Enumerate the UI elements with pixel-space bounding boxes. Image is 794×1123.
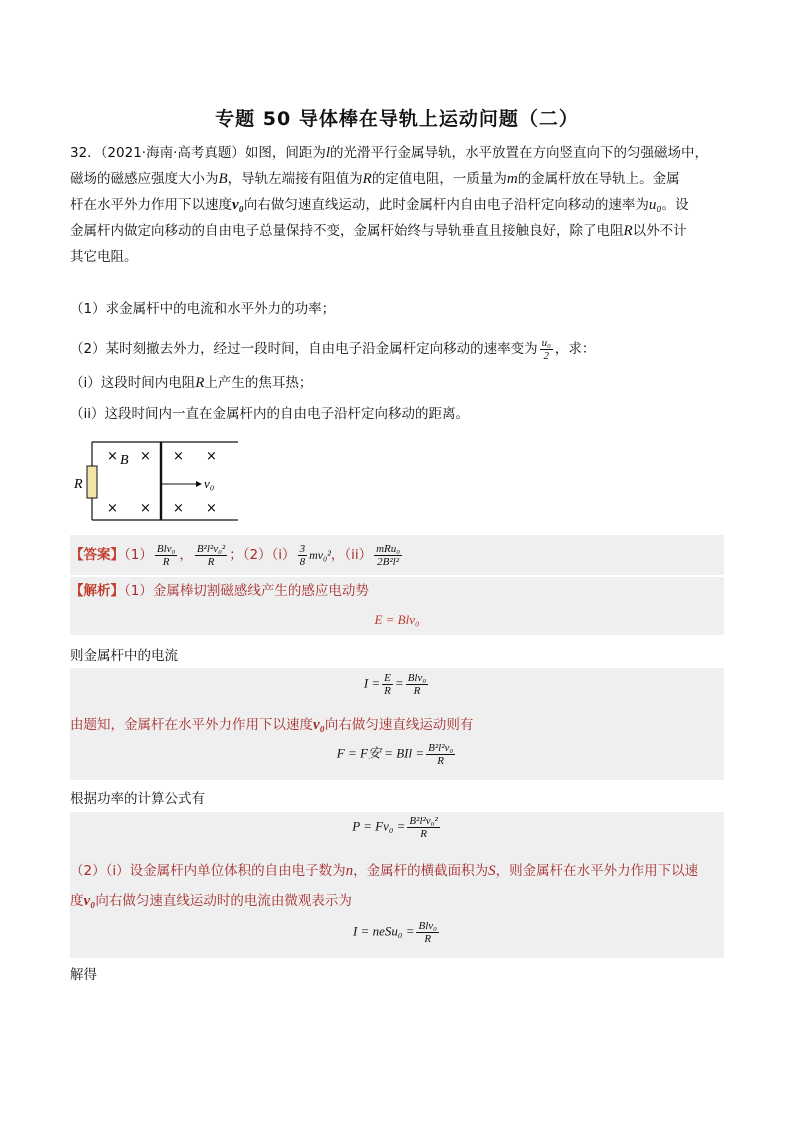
symbol-v0: v₀ (83, 893, 96, 909)
fraction (382, 672, 393, 697)
text: 杆在水平外力作用下以速度 (70, 197, 232, 213)
denominator: 2 (543, 349, 549, 362)
cross-mark: × (206, 501, 217, 516)
text: （1）金属棒切割磁感线产生的感应电动势 (124, 583, 369, 599)
circuit-figure (70, 438, 250, 528)
question-source: 32．（2021·海南·高考真题）如图，间距为 (70, 145, 326, 161)
symbol-u0: u₀ (648, 197, 662, 213)
fraction (426, 742, 455, 767)
analysis-line-7: 解得 (70, 967, 97, 983)
analysis-line-6 (70, 890, 352, 912)
question-line-4 (70, 218, 730, 244)
page-title: 专题 50 导体棒在导轨上运动问题（二） (215, 108, 579, 130)
analysis-line-1 (70, 580, 369, 602)
text: 向右做匀速直线运动时的电流由微观表示为 (95, 893, 352, 909)
label-v0: v₀ (204, 476, 215, 491)
text: ， (179, 547, 193, 563)
symbol-R: R (195, 375, 205, 391)
text: F = F安 = BIl = (336, 745, 425, 761)
text: 由题知，金属杆在水平外力作用下以速度 (70, 717, 313, 733)
numerator: Blv₀ (418, 920, 437, 932)
question-line-1 (70, 140, 730, 166)
question-part-2 (70, 334, 595, 364)
text: = (394, 675, 404, 691)
text: 的定值电阻，一质量为 (371, 171, 507, 187)
answer-fraction-4 (374, 543, 402, 568)
cross-mark: × (173, 501, 184, 516)
velocity-arrow (162, 481, 202, 487)
text: （2）（i）设金属杆内单位体积的自由电子数为 (70, 863, 346, 879)
text: 向右做匀速直线运动则有 (324, 717, 474, 733)
text: （2）某时刻撤去外力，经过一段时间，自由电子沿金属杆定向移动的速率变为 (70, 341, 538, 357)
symbol-l: l (325, 145, 331, 161)
denominator: R (384, 685, 391, 697)
symbol-n: n (345, 863, 354, 879)
resistor (87, 466, 97, 498)
analysis-line-5 (70, 860, 698, 882)
analysis-line-3 (70, 714, 473, 736)
cross-mark: × (107, 449, 118, 464)
text: （i）这段时间内电阻 (70, 375, 196, 391)
text: I = neSu₀ = (353, 923, 415, 939)
question-line-2 (70, 166, 730, 192)
equation-power (70, 815, 724, 840)
equation-current (70, 672, 724, 697)
question-line-5 (70, 244, 730, 270)
cross-mark: × (206, 449, 217, 464)
numerator: B²l²v₀ (428, 742, 454, 754)
text: 向右做匀速直线运动，此时金属杆内自由电子沿杆定向移动的速率为 (243, 197, 649, 213)
numerator: Blv₀ (407, 672, 427, 684)
text: 其它电阻。 (70, 249, 138, 265)
text: ，导轨左端接有阻值为 (227, 171, 363, 187)
question-line-3 (70, 192, 730, 218)
text: I = (363, 675, 381, 691)
denominator: R (413, 685, 421, 697)
denominator: 2B²l² (377, 555, 400, 568)
text: 的金属杆放在导轨上。金属 (517, 171, 680, 187)
numerator: u₀ (541, 336, 551, 349)
cross-mark: × (140, 501, 151, 516)
text: 金属杆内做定向移动的自由电子总量保持不变，金属杆始终与导轨垂直且接触良好，除了电阻 (70, 223, 624, 239)
denominator: R (162, 555, 170, 568)
symbol-R: R (362, 171, 372, 187)
symbol-R: R (623, 223, 633, 239)
numerator: mRu₀ (376, 542, 401, 555)
numerator: B²l²v₀² (196, 542, 226, 555)
denominator: R (420, 828, 427, 840)
fraction (406, 672, 428, 697)
answer-fraction-3 (298, 543, 308, 568)
fraction-u0-over-2 (540, 337, 553, 362)
denominator: R (207, 555, 215, 568)
text: （1） (124, 547, 153, 563)
answer-line (70, 540, 404, 570)
fraction (416, 920, 438, 945)
text: ，则金属杆在水平外力作用下以速 (495, 863, 699, 879)
text: ，求： (554, 341, 596, 357)
numerator: 3 (299, 542, 306, 555)
text: 以外不计 (632, 223, 687, 239)
numerator: E (384, 672, 391, 684)
symbol-B: B (218, 171, 228, 187)
fraction (407, 815, 439, 840)
symbol-m: m (506, 171, 518, 187)
denominator: 8 (299, 555, 306, 568)
equation-emf: E = Blv₀ (374, 612, 420, 627)
cross-mark: × (107, 501, 118, 516)
denominator: R (424, 933, 432, 945)
label-R: R (74, 477, 83, 492)
cross-mark: × (140, 449, 151, 464)
text: ，金属杆的横截面积为 (353, 863, 489, 879)
text: 度 (70, 893, 84, 909)
cross-mark: × (173, 449, 184, 464)
text: 。设 (661, 197, 689, 213)
text: P = Fv₀ = (352, 818, 406, 834)
text: 磁场的磁感应强度大小为 (70, 171, 219, 187)
symbol-S: S (488, 863, 496, 879)
text: 上产生的焦耳热； (204, 375, 313, 391)
analysis-label: 【解析】 (70, 583, 124, 599)
text: ；（2）（i） (229, 547, 296, 563)
text: mv₀² (309, 548, 331, 562)
equation-micro-current (70, 920, 724, 945)
equation-force (70, 742, 724, 767)
text: ，（ii） (330, 547, 373, 563)
question-part-2ii: （ii）这段时间内一直在金属杆内的自由电子沿杆定向移动的距离。 (70, 406, 470, 422)
symbol-v0: v₀ (313, 717, 325, 733)
numerator: Blv₀ (156, 542, 176, 555)
question-part-2i (70, 372, 312, 394)
label-B: B (120, 453, 129, 468)
question-text (70, 140, 730, 270)
denominator: R (437, 755, 445, 767)
text: 的光滑平行金属导轨，水平放置在方向竖直向下的匀强磁场中， (330, 145, 709, 161)
question-part-1: （1）求金属杆中的电流和水平外力的功率； (70, 301, 336, 317)
analysis-line-4: 根据功率的计算公式有 (70, 791, 205, 807)
symbol-v0: v₀ (232, 197, 244, 213)
analysis-line-2: 则金属杆中的电流 (70, 648, 178, 664)
numerator: B²l²v₀² (409, 815, 438, 827)
answer-fraction-2 (195, 543, 227, 568)
answer-fraction-1 (155, 543, 177, 568)
answer-label: 【答案】 (70, 547, 124, 563)
